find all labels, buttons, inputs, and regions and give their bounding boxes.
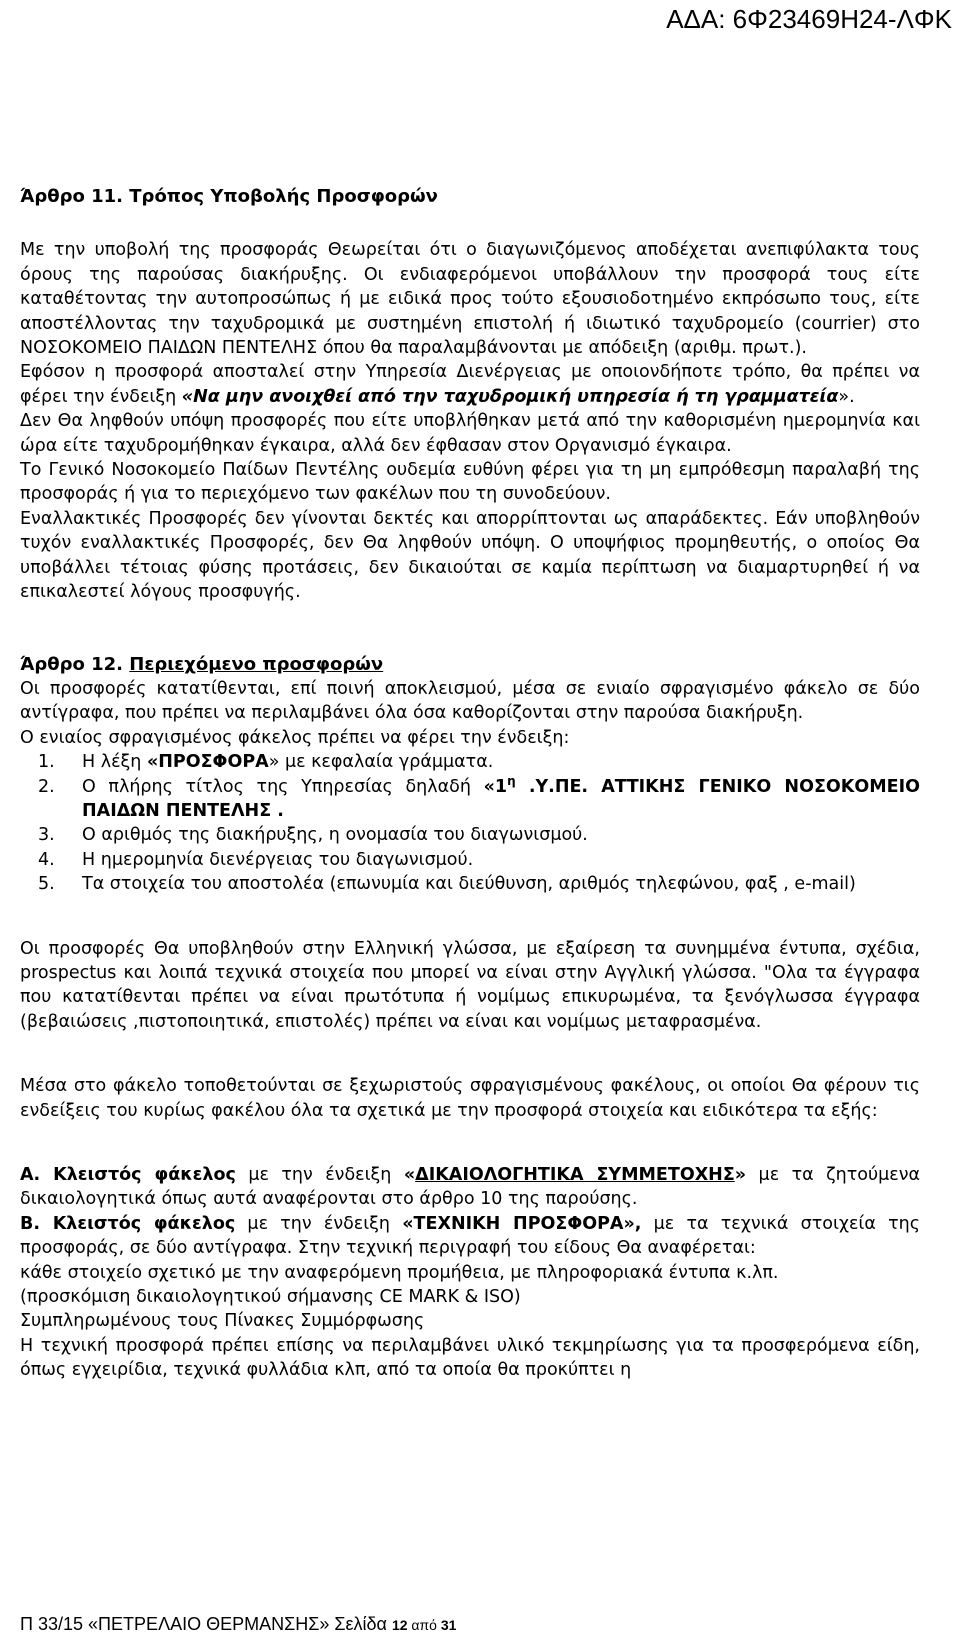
article-11-paragraph-4: Το Γενικό Νοσοκομείο Παίδων Πεντέλης ουδεμία ευθύνη φέρει για τη μη εμπρόθεσμη παραλαβή της προσφοράς ή για το περιεχόμενο των φακέλων που τη συνοδεύουν. [20,460,920,505]
envelope-a [20,1163,920,1212]
list-number: 5. [38,874,55,895]
article-11-paragraph-3: Δεν Θα ληφθούν υπόψη προσφορές που είτε υποβλήθηκαν μετά από την καθορισμένη ημερομηνία και ώρα είτε ταχυδρομήθηκαν έγκαιρα, αλλά δεν έφθασαν στον Οργανισμό έγκαιρα. [20,411,920,456]
technical-line-3: Συμπληρωμένους τους Πίνακες Συμμόρφωσης [20,1311,425,1332]
paragraph-2-emphasis: «Να μην ανοιχθεί από την ταχυδρομική υπηρεσία ή τη γραμματεία [181,386,839,407]
article-11-paragraph-1: Με την υποβολή της προσφοράς Θεωρείται ότι ο διαγωνιζόμενος αποδέχεται ανεπιφύλακτα τους όρους της παρούσας διακήρυξης. Οι ενδιαφερόμενοι υποβάλλουν την προσφορά τους είτε καταθέτοντας την αυτοπροσώπως ή με ειδικά προς τούτο εξουσιοδοτημένο εκπρόσωπο τους, είτε αποστέλλοντας την ταχυδρομικά με συστημένη επιστολή ή ιδιωτικό ταχυδρομείο (courrier) στο ΝΟΣΟΚΟΜΕΙΟ ΠΑΙΔΩΝ ΠΕΝΤΕΛΗΣ όπου θα παραλαμβάνονται με απόδειξη (αριθμ. πρωτ.). [20,240,920,359]
list-number: 3. [38,825,55,846]
page-footer [20,1614,456,1635]
footer-of: από [407,1617,441,1633]
list-bold: «ΠΡΟΣΦΟΡΑ [146,752,269,773]
article-11-paragraph-2 [20,360,920,409]
list-item [20,848,920,872]
envelope-b [20,1212,920,1261]
list-item [20,872,920,896]
article-12-heading: Περιεχόμενο προσφορών [129,653,384,675]
envelope-b-title: «ΤΕΧΝΙΚΗ ΠΡΟΣΦΟΡΑ», [402,1213,642,1234]
article-12-number: Άρθρο 12. [20,653,130,675]
list-text: Τα στοιχεία του αποστολέα (επωνυμία και διεύθυνση, αριθμός τηλεφώνου, φαξ , e-mail) [82,874,856,895]
envelope-a-rest: με τα ζητούμενα δικαιολογητικά όπως αυτά αναφέρονται στο άρθρο 10 της παρούσης. [20,1165,920,1210]
list-number: 4. [38,849,55,870]
envelope-b-label: Β. Κλειστός φάκελος [20,1213,236,1234]
list-text: Ο αριθμός της διακήρυξης, η ονομασία του διαγωνισμού. [82,825,588,846]
article-12-paragraph-3: Οι προσφορές Θα υποβληθούν στην Ελληνική γλώσσα, με εξαίρεση τα συνημμένα έντυπα, σχέδια, prospectus και λοιπά τεχνικά στοιχεία που μπορεί να είναι στην Αγγλική γλώσσα. "Ολα τα έγγραφα που κατατίθενται πρέπει να είναι πρωτότυπα ή νομίμως επικυρωμένα, τα ξενόγλωσσα έγγραφα (βεβαιώσεις ,πιστοποιητικά, επιστολές) πρέπει να είναι και νομίμως μεταφρασμένα. [20,938,920,1032]
list-bold: «1 [483,776,508,797]
list-text: Ο πλήρης τίτλος της Υπηρεσίας δηλαδή [82,776,484,797]
footer-text: Π 33/15 «ΠΕΤΡΕΛΑΙΟ ΘΕΡΜΑΝΣΗΣ» Σελίδα [20,1614,392,1634]
article-12-paragraph-1: Οι προσφορές κατατίθενται, επί ποινή αποκλεισμού, μέσα σε ενιαίο σφραγισμένο φάκελο σε δύο αντίγραφα, που πρέπει να περιλαμβάνει όλα όσα καθορίζονται στην παρούσα διακήρυξη. [20,678,920,724]
list-item [20,750,920,774]
article-12-paragraph-2: Ο ενιαίος σφραγισμένος φάκελος πρέπει να φέρει την ένδειξη: [20,727,570,748]
envelope-b-text: με την ένδειξη [235,1213,403,1234]
envelope-a-label: Α. Κλειστός φάκελος [20,1165,236,1185]
list-text-end: » με κεφαλαία γράμματα. [268,752,494,773]
technical-line-1: κάθε στοιχείο σχετικό με την αναφερόμενη προμήθεια, με πληροφοριακά έντυπα κ.λπ. [20,1262,779,1283]
envelope-marking-list [20,750,920,896]
technical-line-4: Η τεχνική προσφορά πρέπει επίσης να περιλαμβάνει υλικό τεκμηρίωσης για τα προσφερόμενα είδη, όπως εγχειρίδια, τεχνικά φυλλάδια κλπ, από τα οποία θα προκύπτει η [20,1335,920,1381]
article-11-paragraph-5: Εναλλακτικές Προσφορές δεν γίνονται δεκτές και απορρίπτονται ως απαράδεκτες. Εάν υποβληθούν τυχόν εναλλακτικές Προσφορές, δεν Θα ληφθούν υπόψη. Ο υποψήφιος προμηθευτής, ο οποίος Θα υποβάλλει τέτοιας φύσης προτάσεις, δεν δικαιούται σε καμία περίπτωση να διαμαρτυρηθεί ή να επικαλεστεί λόγους προσφυγής. [20,508,920,603]
list-number: 1. [38,752,55,773]
envelope-a-text: με την ένδειξη [235,1165,404,1185]
envelope-b-rest: με τα τεχνικά στοιχεία της προσφοράς, σε δύο αντίγραφα. Στην τεχνική περιγραφή του είδους Θα αναφέρεται: [20,1213,921,1259]
paragraph-2-text: Εφόσον η προσφορά αποσταλεί στην Υπηρεσία Διενέργειας με οποιονδήποτε τρόπο, θα πρέπει να φέρει την ένδειξη [20,362,920,407]
document-page [20,185,920,1383]
list-item [20,823,920,847]
list-item [20,775,920,824]
footer-page-number: 12 [391,1617,408,1633]
list-number: 2. [38,776,55,797]
article-12-paragraph-4: Μέσα στο φάκελο τοποθετούνται σε ξεχωριστούς σφραγισμένους φακέλους, οι οποίοι Θα φέρουν τις ενδείξεις του κυρίως φακέλου όλα τα σχετικά με την προσφορά στοιχεία και ειδικότερα τα εξής: [20,1076,920,1121]
list-text: Η λέξη [82,752,147,773]
article-11-title: Άρθρο 11. Τρόπος Υποβολής Προσφορών [20,186,438,207]
technical-line-2: (προσκόμιση δικαιολογητικού σήμανσης CE MARK & ISO) [20,1287,521,1308]
ada-code: ΑΔΑ: 6Φ23469Η24-ΛΦΚ [666,4,952,34]
envelope-a-title: ΔΙΚΑΙΟΛΟΓΗΤΙΚΑ ΣΥΜΜΕΤΟΧΗΣ [415,1165,735,1185]
list-text: Η ημερομηνία διενέργειας του διαγωνισμού. [82,849,474,870]
paragraph-2-end: ». [838,386,855,407]
footer-total-pages: 31 [440,1617,457,1633]
list-bold-title: .Υ.ΠΕ. ΑΤΤΙΚΗΣ ΓΕΝΙΚΟ ΝΟΣΟΚΟΜΕΙΟ ΠΑΙΔΩΝ ΠΕΝΤΕΛΗΣ . [82,776,920,821]
list-superscript: η [507,773,516,788]
envelope-a-quote-open: « [403,1165,416,1185]
article-12-title [20,653,920,677]
envelope-a-quote-close: » [734,1165,747,1185]
